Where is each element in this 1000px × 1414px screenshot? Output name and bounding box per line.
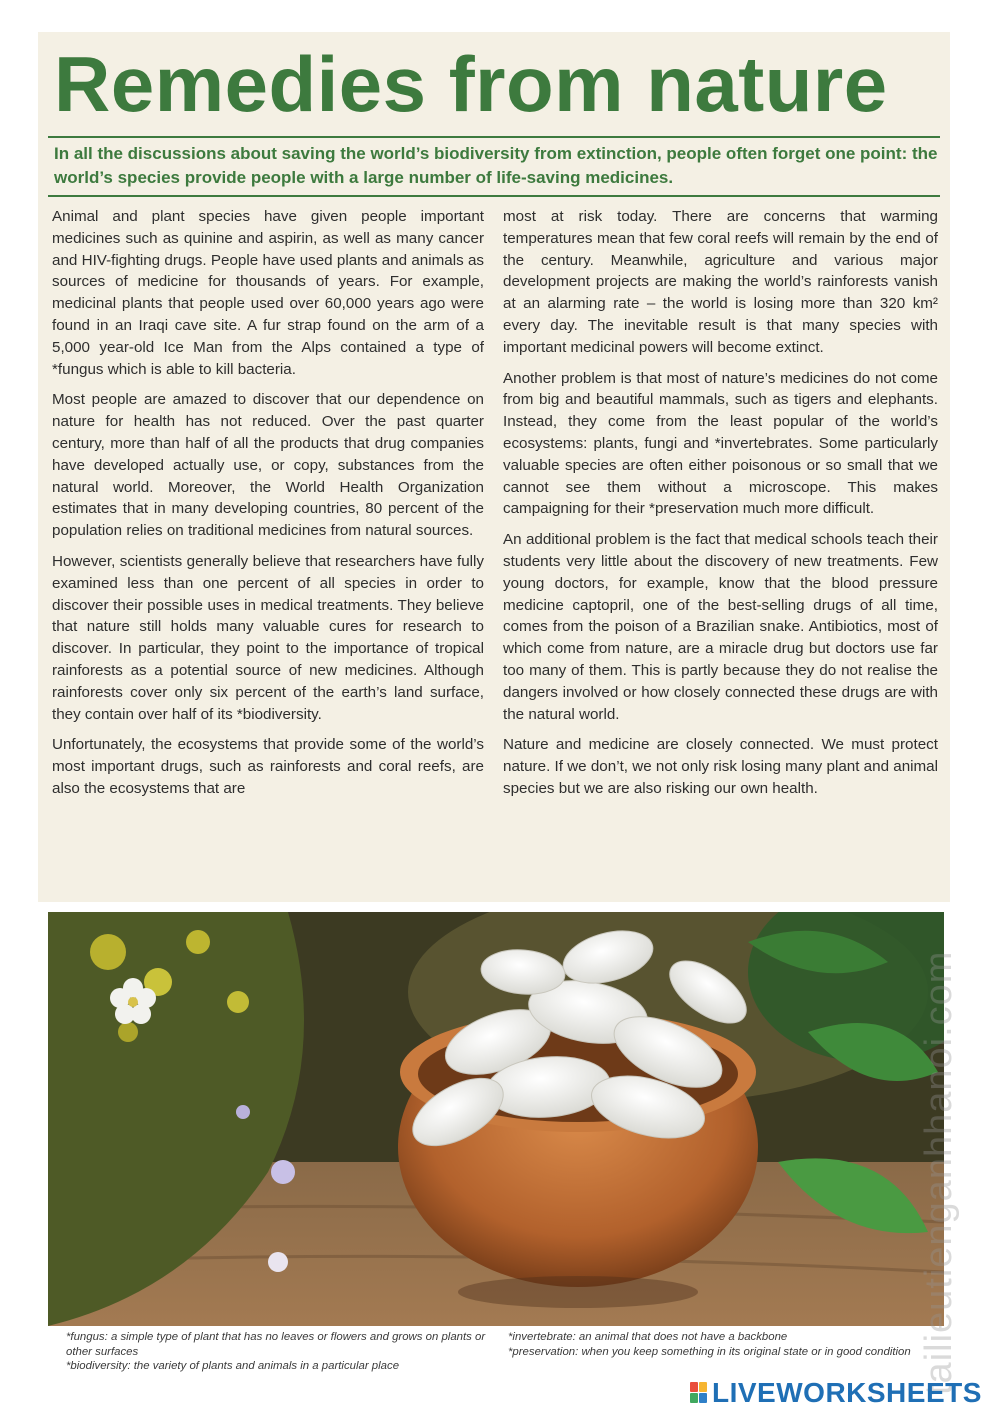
article-column-right xyxy=(503,206,938,800)
pills-bowl-photo xyxy=(48,912,944,1326)
footnote-preservation: *preservation: when you keep something in its original state or in good condition xyxy=(508,1345,911,1358)
brand-name: LIVEWORKSHEETS xyxy=(712,1377,982,1408)
footnote-biodiversity: *biodiversity: the variety of plants and animals in a particular place xyxy=(66,1360,400,1373)
logo-square xyxy=(690,1382,698,1392)
intro-rule xyxy=(48,195,940,197)
article-intro: In all the discussions about saving the world’s biodiversity from extinction, people often forget one point: the world’s species provide people with a large number of life-saving medicines. xyxy=(54,144,938,187)
article-title: Remedies from nature xyxy=(54,40,888,128)
footnotes-left xyxy=(66,1330,506,1374)
liveworksheets-logo-icon xyxy=(690,1382,708,1404)
paragraph: Animal and plant species have given people important medicines such as quinine and aspirin, as well as many cancer and HIV-fighting drugs. People have used plants and animals as sources of medicine for thousands of years. For example, medicinal plants that people used over 60,000 years ago were found in an Iraqi cave site. A fur strap found on the arm of a 5,000 year-old Ice Man from the Alps contained a type of *fungus which is able to kill bacteria. xyxy=(52,208,484,378)
paragraph: Another problem is that most of nature’s medicines do not come from big and beautiful mammals, such as tigers and elephants. Instead, they come from the least popular of the world’s ecosystems: plants, fungi and *invertebrates. Some particularly valuable species are often either poisonous or so small that we cannot see them without a microscope. This makes campaigning for their *preservation much more difficult. xyxy=(503,369,938,518)
watermark-text: tailieutienganhhanoi.com xyxy=(918,950,960,1395)
paragraph: Unfortunately, the ecosystems that provide some of the world’s most important drugs, such as rainforests and coral reefs, are also the ecosystems that are xyxy=(52,736,484,797)
footnote-fungus: *fungus: a simple type of plant that has no leaves or flowers and grows on plants or other surfaces xyxy=(66,1331,486,1358)
article-column-left xyxy=(52,206,484,800)
logo-square xyxy=(690,1393,698,1403)
footnote-invertebrate: *invertebrate: an animal that does not have a backbone xyxy=(508,1331,788,1343)
paragraph: Nature and medicine are closely connected. We must protect nature. If we don’t, we not only risk losing many plant and animal species but we are also risking our own health. xyxy=(503,736,938,797)
logo-square xyxy=(699,1393,707,1403)
paragraph: However, scientists generally believe that researchers have fully examined less than one percent of all species in order to discover their possible uses in medical treatments. They believe that nature still holds many valuable cures for research to discover. In particular, they point to the importance of tropical rainforests as a potential source of new medicines. Although rainforests cover only six percent of the earth’s land surface, they contain over half of its *biodiversity. xyxy=(52,552,484,723)
logo-square xyxy=(699,1382,707,1392)
liveworksheets-brand[interactable] xyxy=(690,1376,990,1410)
title-rule xyxy=(48,136,940,138)
paragraph: Most people are amazed to discover that our dependence on nature for health has not reduced. Over the past quarter century, more than half of all the products that drug companies have developed actually use, or copy, substances from the natural world. Moreover, the World Health Organization estimates that in many developing countries, 80 percent of the population relies on traditional medicines from natural sources. xyxy=(52,391,484,540)
footnotes-right xyxy=(508,1330,948,1359)
pills-bowl-illustration xyxy=(48,912,944,1326)
paragraph: An additional problem is the fact that medical schools teach their students very little about the discovery of new treatments. Few young doctors, for example, know that the blood pressure medicine captopril, one of the best-selling drugs of all time, comes from the poison of a Brazilian snake. Antibiotics, most of which come from nature, are a miracle drug but doctors use far too many of them. This is partly because they do not realise the dangers involved or how closely connected these drugs are with the natural world. xyxy=(503,531,938,723)
paragraph: most at risk today. There are concerns that warming temperatures mean that few coral reefs will remain by the end of the century. Meanwhile, agriculture and various major development projects are making the world’s rainforests vanish at an alarming rate – the world is losing more than 320 km² every day. The inevitable result is that many species with important medicinal powers will become extinct. xyxy=(503,208,938,356)
